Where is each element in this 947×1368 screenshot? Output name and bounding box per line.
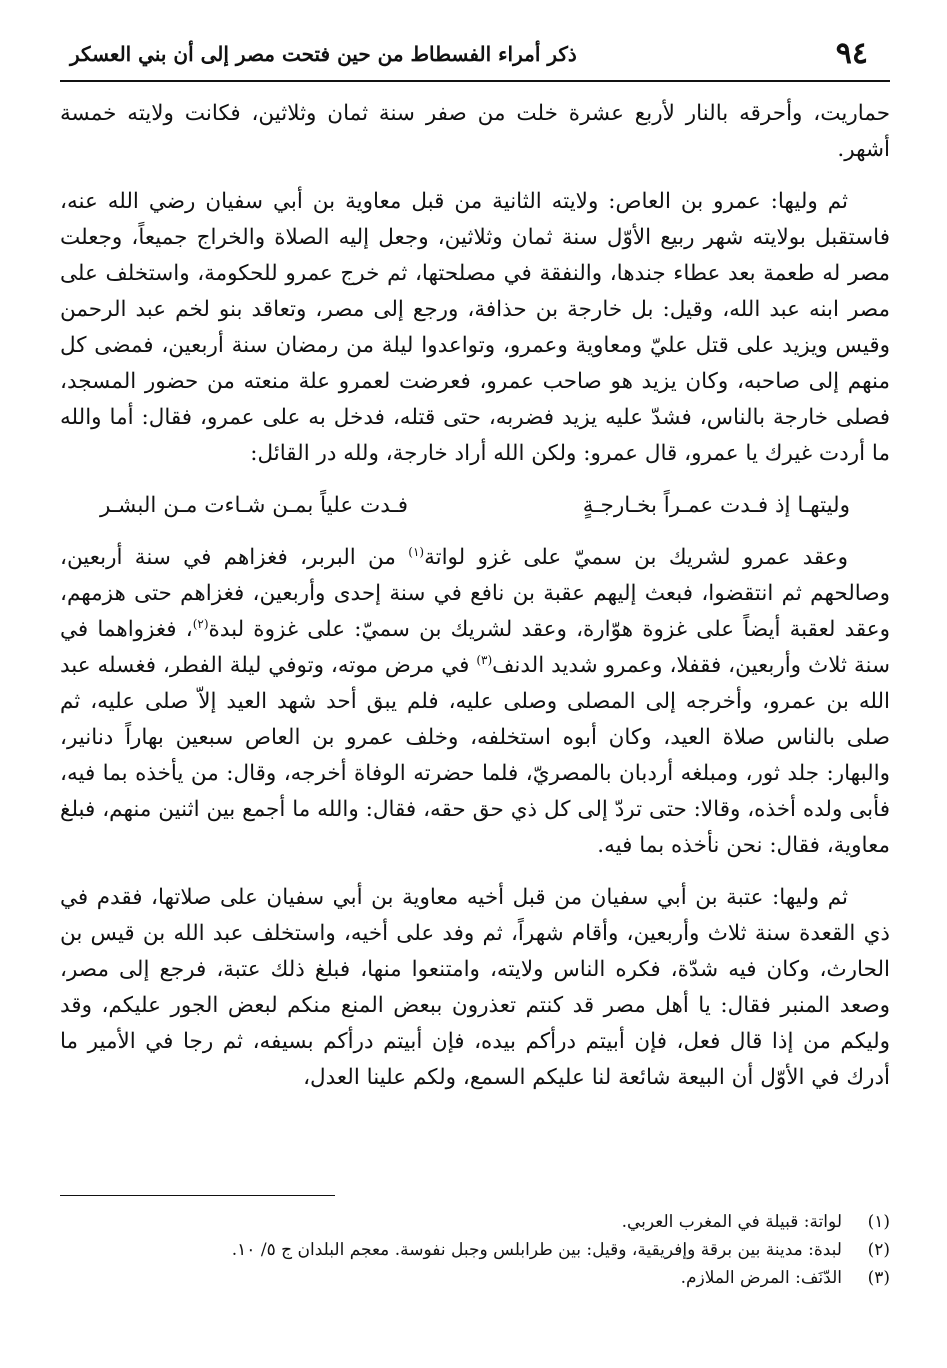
paragraph-3-part-c: ، فغزواهما في سنة ثلاث وأربعين، فقفلا، وعمرو شديد الدنف	[60, 617, 890, 678]
footnote-divider	[60, 1195, 335, 1196]
footnote-text: الدّنَف: المرض الملازم.	[680, 1268, 842, 1288]
footnote-3	[60, 1264, 890, 1292]
verse-second-hemistich: فـدت علياً بمـن شـاءت مـن البشـر	[100, 493, 409, 518]
page-header	[60, 30, 890, 82]
paragraph-3-part-d: في مرض موته، وتوفي ليلة الفطر، فغسله عبد الله بن عمرو، وأخرجه إلى المصلى وصلى عليه، فلم يبق أحد شهد العيد إلاّ صلى عليه، ثم صلى بالناس صلاة العيد، وكان أبوه استخلفه، وخلف عمرو بن العاص سبعين بهاراً دنانير، والبهار: جلد ثور، ومبلغه أردبان بالمصريّ، فلما حضرته الوفاة أخرجه، وقال: من يأخذه بما فيه، فأبى ولده أخذه، وقالا: حتى تردّ إلى كل ذي حق حقه، فقال: والله ما أجمع بين اثنين منهم، فبلغ معاوية، فقال: نحن نأخذه بما فيه.	[60, 653, 890, 858]
paragraph-3-part-b: من البربر، فغزاهم في سنة أربعين، وصالحهم ثم انتقضوا، فبعث إليهم عقبة بن نافع في سنة إحدى وأربعين، فغزاهم حتى هزمهم، وعقد لعقبة أيضاً على غزوة هوّارة، وعقد لشريك بن سميّ: على غزوة لبدة	[60, 545, 890, 642]
paragraph-1: حماريت، وأحرقه بالنار لأربع عشرة خلت من صفر سنة ثمان وثلاثين، فكانت ولايته خمسة أشهر.	[60, 101, 890, 162]
page-number: ٩٤	[835, 36, 868, 71]
footnotes	[60, 1208, 890, 1292]
footnote-ref-1[interactable]: (١)	[408, 544, 425, 559]
footnote-1	[60, 1208, 890, 1236]
paragraph-2: ثم وليها: عمرو بن العاص: ولايته الثانية من قبل معاوية بن أبي سفيان رضي الله عنه، فاستقبل بولايته شهر ربيع الأوّل سنة ثمان وثلاثين، وجعل إليه الصلاة والخراج جميعاً، وجعلت مصر له طعمة بعد عطاء جندها، والنفقة في مصلحتها، ثم خرج عمرو للحكومة، واستخلف على مصر ابنه عبد الله، وقيل: بل خارجة بن حذافة، ورجع إلى مصر، وتعاقد بنو لخم عبد الرحمن وقيس ويزيد على قتل عليّ ومعاوية وعمرو، وتواعدوا ليلة من رمضان سنة أربعين، فمضى كل منهم إلى صاحبه، وكان يزيد هو صاحب عمرو، فعرضت لعمرو علة منعته من حضور المسجد، فصلى خارجة بالناس، فشدّ عليه يزيد فضربه، حتى قتله، فدخل به على عمرو، فقال: أما والله ما أردت غيرك يا عمرو، قال عمرو: ولكن الله أراد خارجة، ولله در القائل:	[60, 189, 890, 466]
verse-first-hemistich: وليتهـا إذ فـدت عمـراً بخـارجـةٍ	[582, 493, 850, 518]
book-page	[60, 30, 890, 1288]
footnote-mark: (٢)	[867, 1240, 890, 1260]
paragraph-3	[60, 540, 890, 864]
main-text	[60, 96, 890, 1096]
footnote-text: لبدة: مدينة بين برقة وإفريقية، وقيل: بين طرابلس وجبل نفوسة. معجم البلدان ج ٥/ ١٠.	[231, 1240, 842, 1260]
footnote-ref-3[interactable]: (٣)	[476, 652, 493, 667]
footnote-text: لواتة: قبيلة في المغرب العربي.	[621, 1212, 842, 1232]
paragraph-4: ثم وليها: عتبة بن أبي سفيان من قبل أخيه معاوية بن أبي سفيان على صلاتها، فقدم في ذي القعدة سنة ثلاث وأربعين، وأقام شهراً، ثم وفد على أخيه، واستخلف عبد الله بن قيس بن الحارث، وكان فيه شدّة، فكره الناس ولايته، وامتنعوا منها، فبلغ ذلك عتبة، فرجع إلى مصر، وصعد المنبر فقال: يا أهل مصر قد كنتم تعذرون ببعض المنع منكم لبعض الجور عليكم، وقد وليكم من إذا قال فعل، فإن أبيتم درأكم بيده، فإن أبيتم درأكم بسيفه، ثم رجا في الأمير ما أدرك في الأوّل أن البيعة شائعة لنا عليكم السمع، ولكم علينا العدل،	[60, 885, 890, 1090]
paragraph-3-part-a: وعقد عمرو لشريك بن سميّ على غزو لواتة	[424, 545, 849, 570]
footnote-mark: (١)	[867, 1212, 890, 1232]
footnote-ref-2[interactable]: (٢)	[192, 616, 209, 631]
footnote-2	[60, 1236, 890, 1264]
poetry-verse	[60, 488, 890, 524]
running-title: ذكر أمراء الفسطاط من حين فتحت مصر إلى أن بني العسكر	[70, 42, 577, 66]
footnote-mark: (٣)	[867, 1268, 890, 1288]
